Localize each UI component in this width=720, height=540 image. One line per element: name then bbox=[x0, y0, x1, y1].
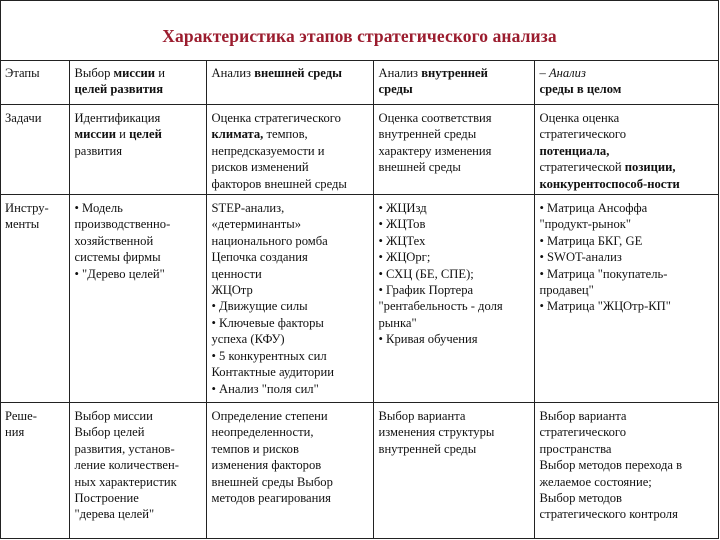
cell-text-segment: Анализ bbox=[378, 66, 422, 80]
cell-tasks-internal bbox=[373, 105, 534, 195]
cell-text-segment: • СХЦ (БЕ, СПЕ); bbox=[378, 266, 474, 281]
cell-text-segment: миссии bbox=[113, 66, 156, 80]
cell-text-segment: Выбор варианта bbox=[378, 409, 466, 424]
cell-stage-overall bbox=[534, 60, 718, 105]
cell-text-line bbox=[212, 298, 368, 314]
row-label-tasks bbox=[1, 105, 69, 195]
cell-tools-internal bbox=[373, 195, 534, 403]
cell-text-segment: Выбор миссии bbox=[74, 409, 153, 424]
cell-text-segment: желаемое состояние; bbox=[539, 474, 652, 489]
table-row-tasks bbox=[1, 105, 718, 195]
page-title: Характеристика этапов стратегического анализа bbox=[162, 26, 557, 46]
cell-text-line bbox=[75, 200, 201, 216]
title-band bbox=[1, 1, 718, 61]
cell-text-line bbox=[212, 490, 368, 506]
cell-text-line bbox=[5, 216, 64, 232]
cell-text-line bbox=[212, 159, 368, 175]
cell-text-line bbox=[75, 457, 201, 473]
cell-text-line bbox=[5, 65, 64, 81]
cell-text-line bbox=[379, 331, 529, 347]
cell-text-segment: конкурентоспособ-ности bbox=[539, 176, 680, 191]
cell-text-segment: характеру изменения bbox=[378, 143, 492, 158]
cell-text-segment: ния bbox=[5, 425, 25, 440]
cell-text-line bbox=[540, 159, 714, 175]
cell-text-segment: Анализ bbox=[211, 66, 255, 80]
cell-text-segment: стратегического контроля bbox=[539, 507, 678, 522]
cell-text-segment: Цепочка создания bbox=[211, 250, 308, 265]
cell-text-segment: внешней среды Выбор bbox=[211, 474, 333, 489]
cell-text-segment: • ЖЦОрг; bbox=[378, 250, 431, 265]
cell-text-line bbox=[5, 200, 64, 216]
cell-tasks-external bbox=[206, 105, 373, 195]
cell-text-segment: ление количествен- bbox=[74, 458, 179, 473]
cell-tasks-overall bbox=[534, 105, 718, 195]
cell-text-line bbox=[212, 424, 368, 440]
cell-tasks-mission bbox=[69, 105, 206, 195]
cell-text-segment: "рентабельность - доля bbox=[378, 299, 503, 314]
row-label-tools bbox=[1, 195, 69, 403]
cell-text-segment: рисков изменений bbox=[211, 160, 309, 175]
cell-text-line bbox=[75, 233, 201, 249]
cell-text-line bbox=[212, 110, 368, 126]
cell-text-segment: менты bbox=[5, 217, 40, 232]
cell-text-segment: рынка" bbox=[378, 315, 417, 330]
cell-text-segment: ЖЦОтр bbox=[211, 283, 253, 298]
cell-text-segment: • ЖЦТов bbox=[378, 217, 426, 232]
cell-text-line bbox=[75, 81, 201, 97]
cell-text-segment: Выбор варианта bbox=[539, 409, 627, 424]
cell-text-line bbox=[379, 249, 529, 265]
cell-text-segment: • Анализ "поля сил" bbox=[211, 381, 319, 396]
cell-tools-overall bbox=[534, 195, 718, 403]
cell-text-line bbox=[75, 490, 201, 506]
cell-text-segment: хозяйственной bbox=[74, 233, 154, 248]
cell-text-line bbox=[212, 348, 368, 364]
cell-text-segment: STEP-анализ, bbox=[211, 201, 285, 216]
cell-text-segment: Оценка соответствия bbox=[378, 111, 492, 125]
cell-text-segment: стратегического bbox=[539, 127, 627, 142]
cell-text-segment: внешней среды bbox=[378, 160, 461, 175]
cell-text-line bbox=[75, 110, 201, 126]
cell-text-line bbox=[540, 65, 714, 81]
cell-text-segment: ценности bbox=[211, 266, 262, 281]
cell-text-line bbox=[212, 266, 368, 282]
cell-text-segment: ных характеристик bbox=[74, 474, 177, 489]
cell-text-line bbox=[212, 282, 368, 298]
cell-text-segment: • 5 конкурентных сил bbox=[211, 348, 327, 363]
cell-text-segment: Инстру- bbox=[5, 201, 49, 216]
cell-text-segment: Задачи bbox=[5, 111, 42, 125]
cell-text-segment: системы фирмы bbox=[74, 250, 161, 265]
cell-decisions-external bbox=[206, 403, 373, 539]
cell-text-segment: • Ключевые факторы bbox=[211, 315, 324, 330]
cell-text-line bbox=[75, 126, 201, 142]
cell-text-line bbox=[212, 143, 368, 159]
cell-text-line bbox=[540, 216, 714, 232]
cell-text-segment: • Матрица "покупатель- bbox=[539, 266, 668, 281]
cell-text-segment: и bbox=[155, 66, 165, 80]
cell-text-segment: Оценка стратегического bbox=[211, 111, 341, 125]
cell-text-segment: национального ромба bbox=[211, 233, 328, 248]
table-row-tools bbox=[1, 195, 718, 403]
cell-text-line bbox=[212, 126, 368, 142]
cell-tools-external bbox=[206, 195, 373, 403]
cell-text-segment: темпов, bbox=[263, 127, 308, 142]
cell-text-line bbox=[212, 65, 368, 81]
cell-text-line bbox=[75, 216, 201, 232]
cell-text-line bbox=[212, 331, 368, 347]
cell-decisions-internal bbox=[373, 403, 534, 539]
cell-text-line bbox=[379, 315, 529, 331]
cell-text-line bbox=[379, 126, 529, 142]
cell-text-line bbox=[212, 381, 368, 397]
cell-text-segment: среды bbox=[378, 82, 413, 97]
cell-text-line bbox=[75, 249, 201, 265]
cell-decisions-overall bbox=[534, 403, 718, 539]
cell-text-line bbox=[379, 159, 529, 175]
cell-text-line bbox=[5, 408, 64, 424]
cell-text-line bbox=[212, 364, 368, 380]
cell-text-line bbox=[379, 200, 529, 216]
cell-text-segment: и bbox=[116, 127, 130, 142]
cell-text-segment: • ЖЦТех bbox=[378, 233, 426, 248]
cell-text-segment: целей bbox=[129, 127, 162, 142]
cell-text-segment: внутренней bbox=[421, 66, 488, 80]
cell-text-line bbox=[540, 490, 714, 506]
cell-text-segment: непредсказуемости и bbox=[211, 143, 325, 158]
row-label-decisions bbox=[1, 403, 69, 539]
cell-text-segment: методов реагирования bbox=[211, 491, 331, 506]
cell-text-segment: • ЖЦИзд bbox=[378, 201, 427, 216]
cell-text-segment: факторов внешней среды bbox=[211, 176, 347, 191]
cell-stage-external bbox=[206, 60, 373, 105]
cell-text-segment: Выбор целей bbox=[74, 425, 145, 440]
cell-text-segment: Выбор bbox=[74, 66, 114, 80]
cell-text-line bbox=[75, 441, 201, 457]
cell-text-line bbox=[75, 143, 201, 159]
cell-text-line bbox=[75, 506, 201, 522]
cell-text-segment: • Движущие силы bbox=[211, 299, 308, 314]
cell-text-line bbox=[75, 408, 201, 424]
cell-text-line bbox=[379, 81, 529, 97]
cell-text-line bbox=[540, 249, 714, 265]
cell-text-segment: продавец" bbox=[539, 283, 594, 298]
cell-tools-mission bbox=[69, 195, 206, 403]
cell-text-line bbox=[212, 441, 368, 457]
cell-text-segment: Выбор методов перехода в bbox=[539, 458, 683, 473]
cell-text-line bbox=[540, 506, 714, 522]
cell-text-line bbox=[379, 65, 529, 81]
cell-text-segment: «детерминанты» bbox=[211, 217, 302, 232]
cell-text-segment: темпов и рисков bbox=[211, 441, 299, 456]
cell-text-line bbox=[379, 298, 529, 314]
cell-text-line bbox=[5, 110, 64, 126]
cell-text-line bbox=[212, 200, 368, 216]
cell-text-line bbox=[212, 315, 368, 331]
cell-text-line bbox=[75, 474, 201, 490]
cell-text-line bbox=[212, 457, 368, 473]
cell-text-line bbox=[212, 233, 368, 249]
cell-text-line bbox=[379, 233, 529, 249]
cell-text-line bbox=[212, 176, 368, 192]
cell-text-segment: развития, установ- bbox=[74, 441, 175, 456]
cell-text-line bbox=[540, 298, 714, 314]
cell-text-line bbox=[540, 474, 714, 490]
cell-text-segment: • SWOT-анализ bbox=[539, 250, 622, 265]
cell-text-segment: • Матрица БКГ, GE bbox=[539, 233, 643, 248]
cell-text-line bbox=[75, 65, 201, 81]
cell-text-segment: • Кривая обучения bbox=[378, 332, 478, 347]
cell-text-line bbox=[379, 110, 529, 126]
cell-text-segment: внутренней среды bbox=[378, 127, 477, 142]
cell-text-segment: стратегического bbox=[539, 425, 627, 440]
cell-text-line bbox=[379, 408, 529, 424]
cell-text-line bbox=[540, 266, 714, 282]
cell-text-line bbox=[540, 176, 714, 192]
cell-text-line bbox=[212, 216, 368, 232]
cell-text-line bbox=[75, 266, 201, 282]
cell-text-line bbox=[212, 474, 368, 490]
cell-text-line bbox=[540, 200, 714, 216]
cell-text-segment: • График Портера bbox=[378, 283, 474, 298]
cell-text-line bbox=[379, 282, 529, 298]
cell-text-line bbox=[379, 143, 529, 159]
cell-stage-internal bbox=[373, 60, 534, 105]
cell-text-line bbox=[540, 457, 714, 473]
cell-text-segment: стратегической bbox=[539, 160, 625, 175]
cell-text-segment: изменения структуры bbox=[378, 425, 495, 440]
cell-text-segment: потенциала, bbox=[539, 143, 610, 158]
cell-text-line bbox=[212, 408, 368, 424]
cell-text-line bbox=[212, 249, 368, 265]
cell-text-line bbox=[379, 266, 529, 282]
cell-text-segment: среды в целом bbox=[539, 82, 622, 97]
cell-text-segment: Определение степени bbox=[211, 409, 328, 424]
cell-text-line bbox=[379, 424, 529, 440]
cell-text-segment: изменения факторов bbox=[211, 458, 322, 473]
cell-text-line bbox=[540, 233, 714, 249]
cell-text-segment: климата, bbox=[211, 127, 264, 142]
cell-text-segment: "дерева целей" bbox=[74, 507, 155, 522]
cell-text-segment: позиции, bbox=[624, 160, 676, 175]
cell-text-segment: Выбор методов bbox=[539, 491, 622, 506]
cell-text-segment: пространства bbox=[539, 441, 612, 456]
cell-text-line bbox=[540, 81, 714, 97]
cell-text-line bbox=[75, 424, 201, 440]
cell-text-segment: Этапы bbox=[5, 66, 40, 80]
cell-text-segment: внешней среды bbox=[254, 66, 342, 80]
cell-stage-mission bbox=[69, 60, 206, 105]
cell-text-line bbox=[540, 408, 714, 424]
cell-text-segment: Построение bbox=[74, 491, 139, 506]
cell-text-line bbox=[379, 441, 529, 457]
cell-text-segment: Реше- bbox=[5, 409, 37, 424]
cell-text-segment: успеха (КФУ) bbox=[211, 332, 285, 347]
cell-text-segment: • "Дерево целей" bbox=[74, 266, 165, 281]
cell-decisions-mission bbox=[69, 403, 206, 539]
cell-text-segment: Идентификация bbox=[74, 111, 161, 125]
cell-text-segment: • Матрица "ЖЦОтр-КП" bbox=[539, 299, 671, 314]
cell-text-segment: производственно- bbox=[74, 217, 171, 232]
cell-text-segment: • Модель bbox=[74, 201, 123, 216]
cell-text-line bbox=[540, 143, 714, 159]
row-label-stages bbox=[1, 60, 69, 105]
cell-text-line bbox=[540, 126, 714, 142]
cell-text-line bbox=[379, 216, 529, 232]
cell-text-segment: Контактные аудитории bbox=[211, 365, 334, 380]
cell-text-segment: "продукт-рынок" bbox=[539, 217, 632, 232]
table-row-decisions bbox=[1, 403, 718, 539]
cell-text-line bbox=[540, 282, 714, 298]
cell-text-line bbox=[540, 441, 714, 457]
cell-text-line bbox=[540, 424, 714, 440]
stages-table bbox=[1, 60, 718, 539]
cell-text-segment: • Матрица Ансоффа bbox=[539, 201, 648, 216]
cell-text-segment: Оценка оценка bbox=[539, 111, 620, 125]
table-row-stages bbox=[1, 60, 718, 105]
cell-text-segment: миссии bbox=[74, 127, 117, 142]
cell-text-segment: целей развития bbox=[74, 82, 164, 97]
cell-text-segment: внутренней среды bbox=[378, 441, 477, 456]
cell-text-line bbox=[540, 110, 714, 126]
cell-text-segment: развития bbox=[74, 143, 123, 158]
cell-text-line bbox=[5, 424, 64, 440]
cell-text-segment: неопределенности, bbox=[211, 425, 314, 440]
cell-text-segment: – Анализ bbox=[539, 66, 586, 80]
